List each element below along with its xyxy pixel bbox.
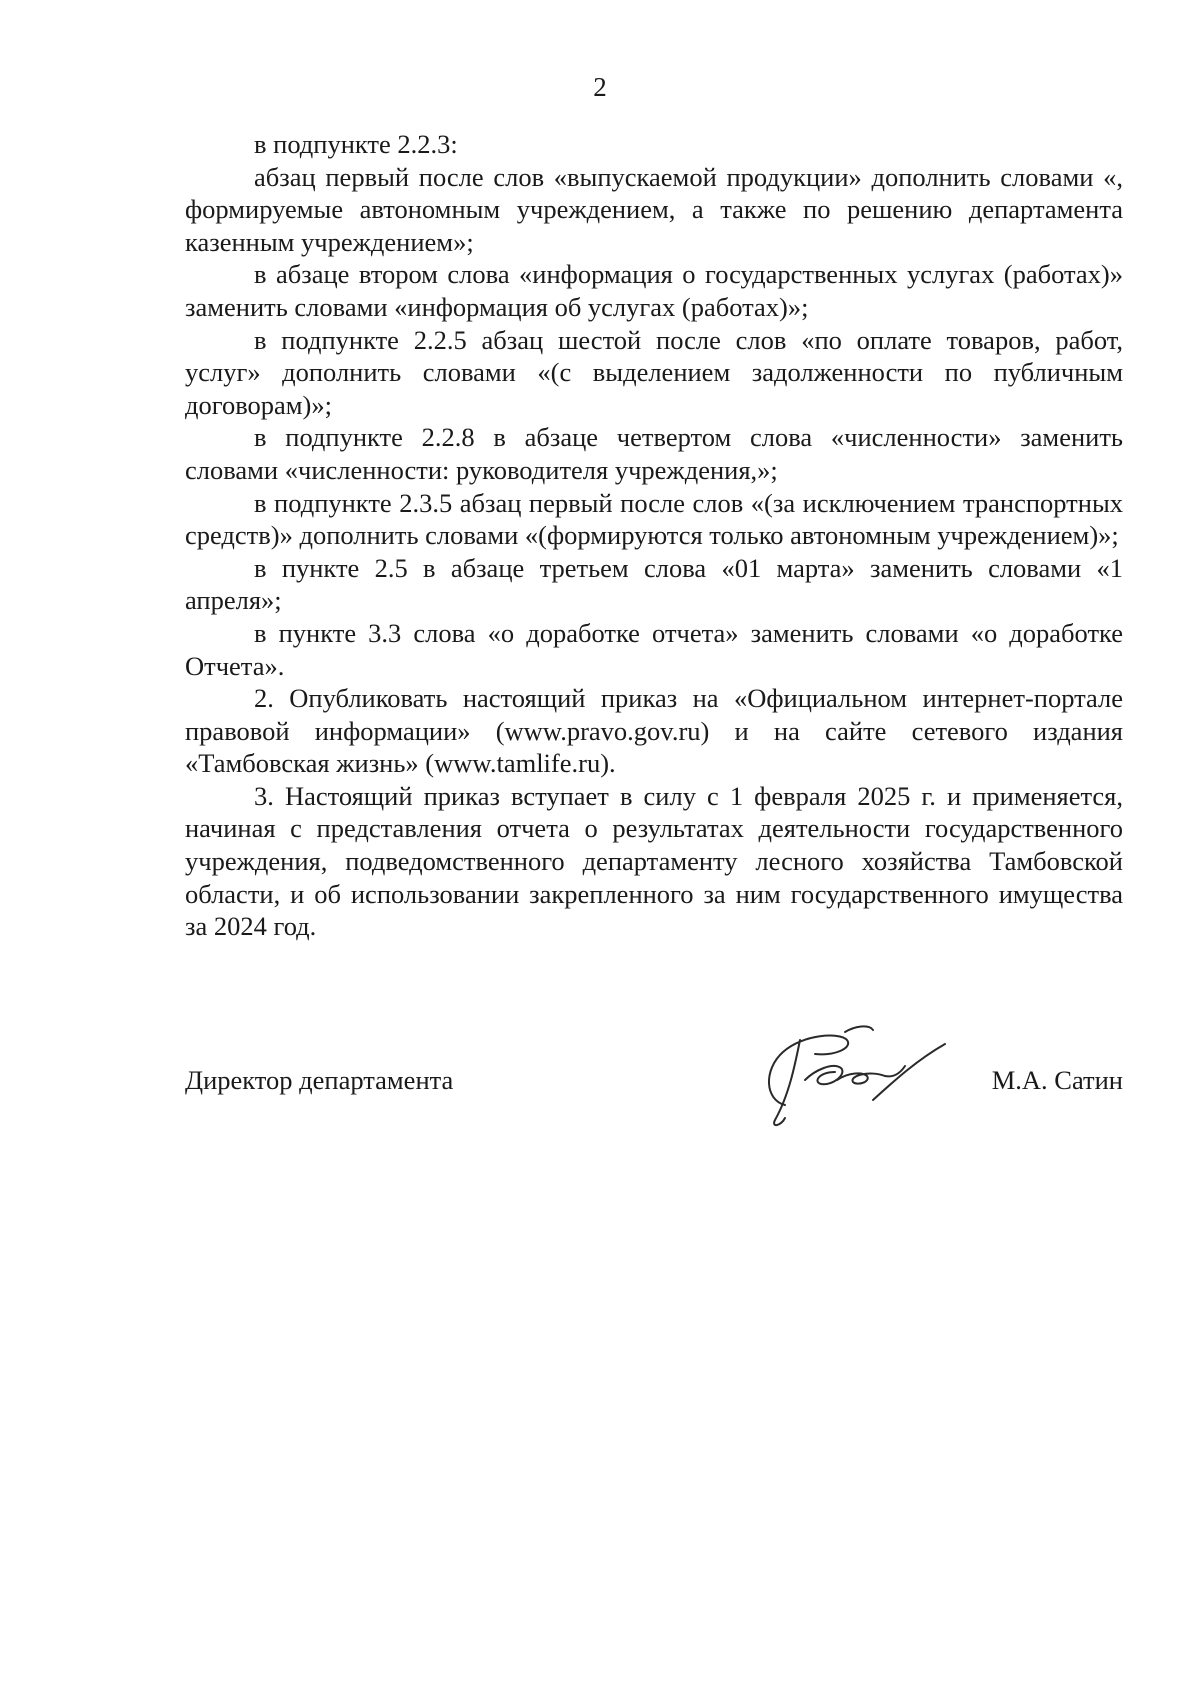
handwritten-signature <box>745 1010 965 1140</box>
paragraph: в подпункте 2.2.8 в абзаце четвертом слова «численности» заменить словами «численности: руководителя учреждения,»; <box>185 422 1123 485</box>
paragraph: 2. Опубликовать настоящий приказ на «Официальном интернет-портале правовой информации» (www.pravo.gov.ru) и на сайте сетевого издания «Тамбовская жизнь» (www.tamlife.ru). <box>185 683 1123 779</box>
page-number: 2 <box>593 72 607 102</box>
paragraph: 3. Настоящий приказ вступает в силу с 1 февраля 2025 г. и применяется, начиная с представления отчета о результатах деятельности государственного учреждения, подведомственного департаменту лесного хозяйства Тамбовской области, и об использовании закрепленного за ним государственного имущества за 2024 год. <box>185 780 1123 942</box>
paragraph: в пункте 2.5 в абзаце третьем слова «01 марта» заменить словами «1 апреля»; <box>185 552 1123 616</box>
signer-title: Директор департамента <box>185 1065 454 1095</box>
paragraph: в абзаце втором слова «информация о государственных услугах (работах)» заменить словами «информация об услугах (работах)»; <box>185 259 1123 322</box>
document-body <box>185 128 1123 943</box>
paragraph: в подпункте 2.2.5 абзац шестой после слов «по оплате товаров, работ, услуг» дополнить словами «(с выделением задолженности по публичным договорам)»; <box>185 324 1123 420</box>
signature-block <box>185 1040 1123 1160</box>
signer-name: М.А. Сатин <box>991 1065 1123 1095</box>
paragraph: в подпункте 2.3.5 абзац первый после слов «(за исключением транспортных средств)» дополнить словами «(формируются только автономным учреждением)»; <box>185 487 1123 551</box>
paragraph: в подпункте 2.2.3: <box>254 129 458 159</box>
paragraph: в пункте 3.3 слова «о доработке отчета» заменить словами «о доработке Отчета». <box>185 617 1123 681</box>
paragraph: абзац первый после слов «выпускаемой продукции» дополнить словами «, формируемые автономным учреждением, а также по решению департамента казенным учреждением»; <box>185 161 1123 257</box>
